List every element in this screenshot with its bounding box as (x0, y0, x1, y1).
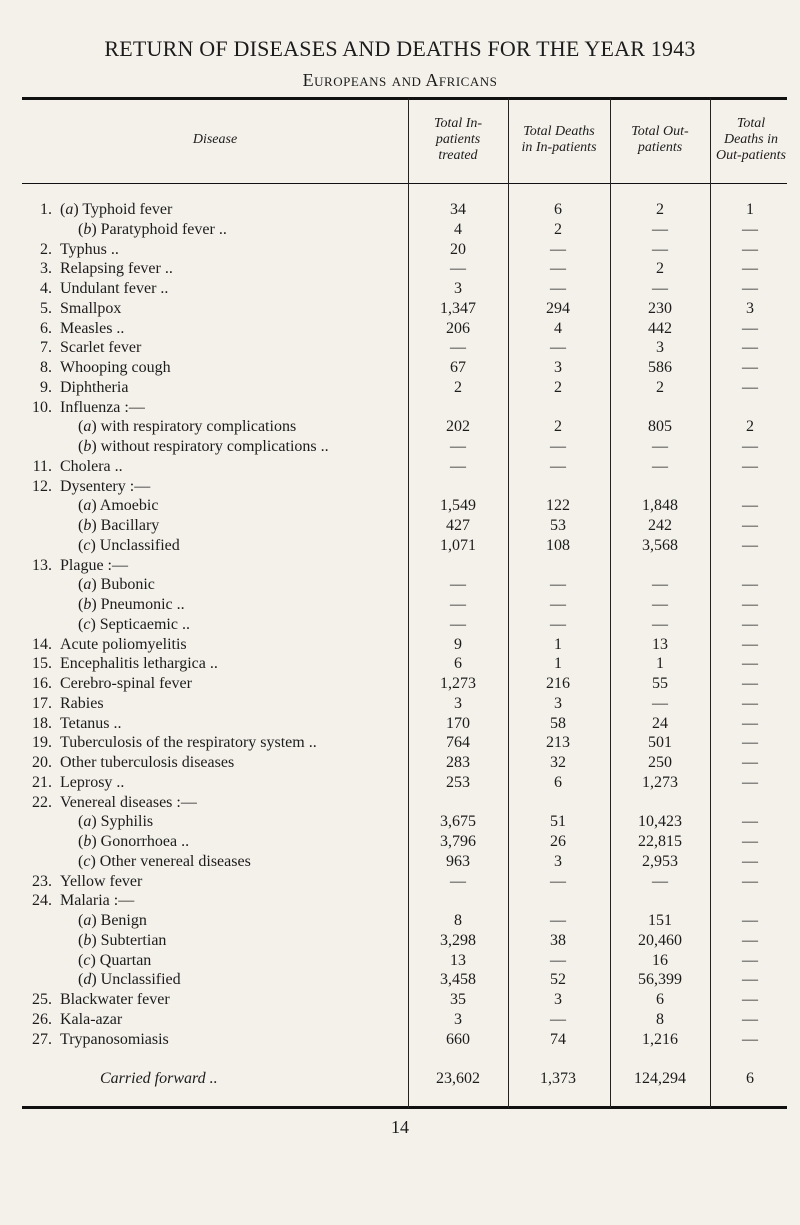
deaths-outpatients-cell: — (742, 734, 758, 752)
deaths-inpatients-cell: — (550, 912, 566, 929)
disease-name: Venereal diseases :— (60, 793, 197, 811)
header-inpatients-treated: Total In-patients treated (433, 116, 483, 163)
deaths-outpatients-cell: — (742, 280, 758, 297)
disease-name: (d) Unclassified (78, 971, 181, 989)
table-row (0, 674, 800, 693)
row-number: 22. (32, 793, 52, 811)
deaths-outpatients-cell: — (742, 991, 758, 1008)
row-number: 24. (32, 892, 52, 910)
disease-name: (b) Subtertian (78, 931, 167, 949)
deaths-outpatients-cell: — (742, 912, 758, 929)
table-row (0, 536, 800, 555)
outpatients-cell: 2 (656, 260, 664, 278)
outpatients-cell: 442 (648, 319, 672, 337)
inpatients-treated-cell: 3,298 (440, 931, 476, 949)
outpatients-cell: 1,848 (642, 497, 678, 515)
deaths-inpatients-cell: 1 (554, 635, 562, 653)
disease-name: (c) Unclassified (78, 536, 180, 554)
disease-name: Trypanosomiasis (60, 1030, 169, 1048)
outpatients-cell: 151 (648, 912, 672, 929)
table-row (0, 240, 800, 259)
table-row (0, 575, 800, 594)
deaths-inpatients-cell: 1 (554, 655, 562, 673)
deaths-outpatients-cell: — (742, 260, 758, 278)
inpatients-treated-cell: 202 (446, 418, 470, 436)
carried-forward-deaths-outpatients: 6 (746, 1070, 754, 1087)
deaths-outpatients-cell: — (742, 833, 758, 850)
deaths-outpatients-cell: — (742, 852, 758, 870)
disease-name: Tuberculosis of the respiratory system .. (60, 734, 317, 752)
row-number: 4. (40, 280, 52, 297)
deaths-outpatients-cell: — (742, 240, 758, 258)
table-row (0, 496, 800, 515)
disease-name: Cholera .. (60, 457, 123, 475)
deaths-inpatients-cell: 32 (550, 754, 566, 771)
carried-forward-outpatients: 124,294 (634, 1070, 686, 1087)
table-row (0, 477, 800, 496)
deaths-outpatients-cell: — (742, 220, 758, 238)
outpatients-cell: — (652, 457, 668, 475)
deaths-inpatients-cell: — (550, 457, 566, 475)
deaths-outpatients-cell: — (742, 655, 758, 673)
outpatients-cell: 2 (656, 201, 664, 218)
disease-name: Other tuberculosis diseases (60, 754, 235, 771)
inpatients-treated-cell: 9 (454, 635, 462, 653)
inpatients-treated-cell: 660 (446, 1030, 470, 1048)
table-row (0, 812, 800, 831)
deaths-outpatients-cell: — (742, 536, 758, 554)
inpatients-treated-cell: 34 (450, 201, 466, 218)
table-row (0, 1030, 800, 1049)
outpatients-cell: 24 (652, 714, 668, 732)
deaths-inpatients-cell: — (550, 280, 566, 297)
disease-name: Measles .. (60, 319, 125, 337)
table-row (0, 872, 800, 891)
deaths-outpatients-cell: — (742, 694, 758, 712)
deaths-outpatients-cell: — (742, 951, 758, 969)
disease-name: (a) Bubonic (78, 576, 155, 594)
table-row (0, 635, 800, 654)
outpatients-cell: 250 (648, 754, 672, 771)
disease-name: (b) without respiratory complications .. (78, 438, 329, 455)
deaths-outpatients-cell: — (742, 931, 758, 949)
disease-name: Rabies (60, 694, 104, 712)
table-row (0, 733, 800, 752)
header-outpatients: Total Out-patients (631, 124, 689, 155)
bottom-rule (22, 1106, 787, 1109)
table-row (0, 398, 800, 417)
disease-name: Dysentery :— (60, 477, 151, 495)
deaths-inpatients-cell: — (550, 615, 566, 633)
disease-name: Scarlet fever (60, 339, 142, 357)
deaths-outpatients-cell: — (742, 635, 758, 653)
table-row (0, 200, 800, 219)
table-row (0, 299, 800, 318)
table-row (0, 990, 800, 1009)
row-number: 6. (40, 319, 52, 337)
deaths-outpatients-cell: — (742, 517, 758, 534)
table-row (0, 417, 800, 436)
disease-name: Smallpox (60, 299, 122, 317)
outpatients-cell: 1,273 (642, 773, 678, 791)
row-number: 15. (32, 655, 52, 673)
outpatients-cell: — (652, 220, 668, 238)
outpatients-cell: 242 (648, 517, 672, 534)
deaths-inpatients-cell: 2 (554, 378, 562, 396)
table-row (0, 279, 800, 298)
inpatients-treated-cell: 206 (446, 319, 470, 337)
table-row (0, 714, 800, 733)
carried-forward-label: Carried forward .. (100, 1070, 218, 1087)
deaths-outpatients-cell: — (742, 754, 758, 771)
deaths-inpatients-cell: 58 (550, 714, 566, 732)
inpatients-treated-cell: 3 (454, 1010, 462, 1028)
table-row (0, 595, 800, 614)
deaths-outpatients-cell: — (742, 438, 758, 455)
inpatients-treated-cell: 4 (454, 220, 462, 238)
inpatients-treated-cell: 170 (446, 714, 470, 732)
header-deaths-outpatients: Total Deaths in Out-patients (716, 116, 786, 163)
row-number: 7. (40, 339, 52, 357)
disease-name: (a) Syphilis (78, 813, 154, 831)
disease-name: (b) Paratyphoid fever .. (78, 220, 227, 238)
outpatients-cell: 586 (648, 359, 672, 376)
inpatients-treated-cell: — (450, 260, 466, 278)
inpatients-treated-cell: 3 (454, 694, 462, 712)
disease-name: Typhus .. (60, 240, 119, 258)
outpatients-cell: — (652, 872, 668, 890)
header-rule (22, 183, 787, 184)
table-row (0, 1010, 800, 1029)
carried-forward-deaths-inpatients: 1,373 (540, 1070, 576, 1087)
deaths-outpatients-cell: — (742, 319, 758, 337)
table-row (0, 615, 800, 634)
row-number: 25. (32, 991, 52, 1008)
carried-forward-row (0, 1069, 800, 1088)
page-title: RETURN OF DISEASES AND DEATHS FOR THE YEAR 1943 (104, 36, 696, 61)
deaths-inpatients-cell: — (550, 260, 566, 278)
page-subtitle: Europeans and Africans (302, 70, 498, 90)
outpatients-cell: 55 (652, 675, 668, 692)
outpatients-cell: 22,815 (638, 833, 682, 850)
deaths-outpatients-cell: — (742, 615, 758, 633)
row-number: 18. (32, 714, 52, 732)
row-number: 9. (40, 378, 52, 396)
inpatients-treated-cell: 1,071 (440, 536, 476, 554)
disease-name: Blackwater fever (60, 991, 170, 1008)
outpatients-cell: 8 (656, 1010, 664, 1028)
inpatients-treated-cell: 3,796 (440, 833, 476, 850)
table-row (0, 259, 800, 278)
deaths-outpatients-cell: — (742, 773, 758, 791)
disease-name: Whooping cough (60, 359, 171, 376)
row-number: 23. (32, 872, 52, 890)
deaths-inpatients-cell: 6 (554, 773, 562, 791)
deaths-inpatients-cell: — (550, 438, 566, 455)
deaths-inpatients-cell: 51 (550, 813, 566, 831)
deaths-outpatients-cell: — (742, 596, 758, 613)
inpatients-treated-cell: — (450, 615, 466, 633)
outpatients-cell: 1,216 (642, 1030, 678, 1048)
inpatients-treated-cell: — (450, 457, 466, 475)
header-disease: Disease (192, 132, 238, 147)
inpatients-treated-cell: — (450, 596, 466, 613)
inpatients-treated-cell: 253 (446, 773, 470, 791)
table-row (0, 911, 800, 930)
inpatients-treated-cell: — (450, 438, 466, 455)
deaths-inpatients-cell: 52 (550, 971, 566, 989)
row-number: 13. (32, 556, 52, 574)
inpatients-treated-cell: 3,675 (440, 813, 476, 831)
outpatients-cell: 805 (648, 418, 672, 436)
deaths-outpatients-cell: — (742, 1030, 758, 1048)
table-row (0, 793, 800, 812)
disease-name: (c) Septicaemic .. (78, 615, 190, 633)
inpatients-treated-cell: 20 (450, 240, 466, 258)
table-row (0, 694, 800, 713)
deaths-inpatients-cell: 216 (546, 675, 570, 692)
inpatients-treated-cell: 8 (454, 912, 462, 929)
row-number: 16. (32, 675, 52, 692)
row-number: 11. (32, 457, 52, 475)
disease-name: (a) Typhoid fever (60, 201, 173, 218)
deaths-inpatients-cell: 3 (554, 991, 562, 1008)
deaths-inpatients-cell: 108 (546, 536, 570, 554)
disease-name: Undulant fever .. (60, 280, 169, 297)
inpatients-treated-cell: 427 (446, 517, 470, 534)
deaths-inpatients-cell: 26 (550, 833, 566, 850)
row-number: 1. (40, 201, 52, 218)
disease-name: Diphtheria (60, 378, 129, 396)
disease-name: Malaria :— (60, 892, 135, 910)
row-number: 12. (32, 477, 52, 495)
disease-name: (b) Gonorrhoea .. (78, 833, 190, 850)
table-row (0, 970, 800, 989)
outpatients-cell: 16 (652, 951, 668, 969)
deaths-outpatients-cell: 2 (746, 418, 754, 436)
outpatients-cell: 2,953 (642, 852, 678, 870)
deaths-outpatients-cell: — (742, 339, 758, 357)
deaths-inpatients-cell: 3 (554, 359, 562, 376)
deaths-outpatients-cell: — (742, 457, 758, 475)
deaths-outpatients-cell: — (742, 813, 758, 831)
deaths-outpatients-cell: — (742, 675, 758, 692)
disease-name: (b) Pneumonic .. (78, 596, 185, 613)
table-row (0, 931, 800, 950)
inpatients-treated-cell: 1,549 (440, 497, 476, 515)
disease-name: Acute poliomyelitis (60, 635, 187, 653)
inpatients-treated-cell: 2 (454, 378, 462, 396)
row-number: 17. (32, 694, 52, 712)
deaths-inpatients-cell: — (550, 951, 566, 969)
inpatients-treated-cell: 764 (446, 734, 470, 752)
table-row (0, 338, 800, 357)
deaths-inpatients-cell: 4 (554, 319, 562, 337)
disease-name: Tetanus .. (60, 714, 122, 732)
row-number: 3. (40, 260, 52, 278)
table-row (0, 654, 800, 673)
row-number: 10. (32, 398, 52, 416)
deaths-inpatients-cell: — (550, 339, 566, 357)
inpatients-treated-cell: 6 (454, 655, 462, 673)
outpatients-cell: — (652, 694, 668, 712)
table-row (0, 220, 800, 239)
disease-name: (c) Other venereal diseases (78, 852, 251, 870)
outpatients-cell: 20,460 (638, 931, 682, 949)
deaths-outpatients-cell: — (742, 971, 758, 989)
deaths-outpatients-cell: — (742, 872, 758, 890)
disease-name: (a) Amoebic (78, 497, 159, 515)
table-row (0, 457, 800, 476)
outpatients-cell: — (652, 576, 668, 594)
deaths-inpatients-cell: — (550, 872, 566, 890)
disease-name: (c) Quartan (78, 951, 152, 969)
deaths-inpatients-cell: 6 (554, 201, 562, 218)
disease-name: Cerebro-spinal fever (60, 675, 192, 692)
outpatients-cell: 1 (656, 655, 664, 673)
row-number: 26. (32, 1010, 52, 1028)
row-number: 14. (32, 635, 52, 653)
row-number: 27. (32, 1030, 52, 1048)
inpatients-treated-cell: 283 (446, 754, 470, 771)
inpatients-treated-cell: 1,273 (440, 675, 476, 692)
deaths-inpatients-cell: — (550, 596, 566, 613)
outpatients-cell: 6 (656, 991, 664, 1008)
outpatients-cell: — (652, 615, 668, 633)
table-row (0, 516, 800, 535)
disease-name: (a) Benign (78, 912, 147, 929)
inpatients-treated-cell: 3 (454, 280, 462, 297)
inpatients-treated-cell: — (450, 576, 466, 594)
deaths-inpatients-cell: 3 (554, 694, 562, 712)
outpatients-cell: 501 (648, 734, 672, 752)
table-row (0, 773, 800, 792)
table-row (0, 891, 800, 910)
table-row (0, 319, 800, 338)
inpatients-treated-cell: — (450, 872, 466, 890)
outpatients-cell: — (652, 596, 668, 613)
inpatients-treated-cell: 35 (450, 991, 466, 1008)
disease-name: Leprosy .. (60, 773, 125, 791)
inpatients-treated-cell: — (450, 339, 466, 357)
deaths-inpatients-cell: 213 (546, 734, 570, 752)
inpatients-treated-cell: 1,347 (440, 299, 476, 317)
page-number: 14 (391, 1117, 409, 1137)
deaths-inpatients-cell: 53 (550, 517, 566, 534)
deaths-inpatients-cell: 2 (554, 220, 562, 238)
inpatients-treated-cell: 3,458 (440, 971, 476, 989)
deaths-inpatients-cell: 122 (546, 497, 570, 515)
deaths-outpatients-cell: 1 (746, 201, 754, 218)
table-row (0, 951, 800, 970)
outpatients-cell: 10,423 (638, 813, 682, 831)
deaths-outpatients-cell: — (742, 378, 758, 396)
table-row (0, 556, 800, 575)
outpatients-cell: 13 (652, 635, 668, 653)
deaths-inpatients-cell: — (550, 1010, 566, 1028)
table-row (0, 753, 800, 772)
deaths-outpatients-cell: — (742, 1010, 758, 1028)
table-row (0, 358, 800, 377)
deaths-inpatients-cell: 2 (554, 418, 562, 436)
header-deaths-inpatients: Total Deaths in In-patients (521, 124, 597, 155)
disease-name: Influenza :— (60, 398, 145, 416)
outpatients-cell: 3,568 (642, 536, 678, 554)
deaths-outpatients-cell: — (742, 714, 758, 732)
table-row (0, 852, 800, 871)
deaths-outpatients-cell: — (742, 359, 758, 376)
inpatients-treated-cell: 13 (450, 951, 466, 969)
outpatients-cell: — (652, 280, 668, 297)
disease-name: Kala-azar (60, 1010, 123, 1028)
disease-name: Yellow fever (60, 872, 143, 890)
deaths-inpatients-cell: 3 (554, 852, 562, 870)
inpatients-treated-cell: 67 (450, 359, 466, 376)
disease-name: (b) Bacillary (78, 517, 160, 534)
outpatients-cell: 56,399 (638, 971, 682, 989)
row-number: 20. (32, 754, 52, 771)
row-number: 19. (32, 734, 52, 752)
table-row (0, 832, 800, 851)
deaths-inpatients-cell: — (550, 576, 566, 594)
deaths-inpatients-cell: 74 (550, 1030, 566, 1048)
deaths-inpatients-cell: 294 (546, 299, 570, 317)
outpatients-cell: 230 (648, 299, 672, 317)
outpatients-cell: 2 (656, 378, 664, 396)
row-number: 21. (32, 773, 52, 791)
carried-forward-inpatients: 23,602 (436, 1070, 480, 1087)
disease-name: (a) with respiratory complications (78, 418, 297, 436)
deaths-outpatients-cell: — (742, 497, 758, 515)
outpatients-cell: — (652, 240, 668, 258)
disease-name: Encephalitis lethargica .. (60, 655, 218, 673)
table-row (0, 437, 800, 456)
row-number: 5. (40, 299, 52, 317)
disease-name: Relapsing fever .. (60, 260, 173, 278)
deaths-inpatients-cell: — (550, 240, 566, 258)
outpatients-cell: 3 (656, 339, 664, 357)
row-number: 2. (40, 240, 52, 258)
inpatients-treated-cell: 963 (446, 852, 470, 870)
row-number: 8. (40, 359, 52, 376)
deaths-outpatients-cell: — (742, 576, 758, 594)
table-row (0, 378, 800, 397)
disease-name: Plague :— (60, 556, 128, 574)
outpatients-cell: — (652, 438, 668, 455)
deaths-outpatients-cell: 3 (746, 299, 754, 317)
deaths-inpatients-cell: 38 (550, 931, 566, 949)
